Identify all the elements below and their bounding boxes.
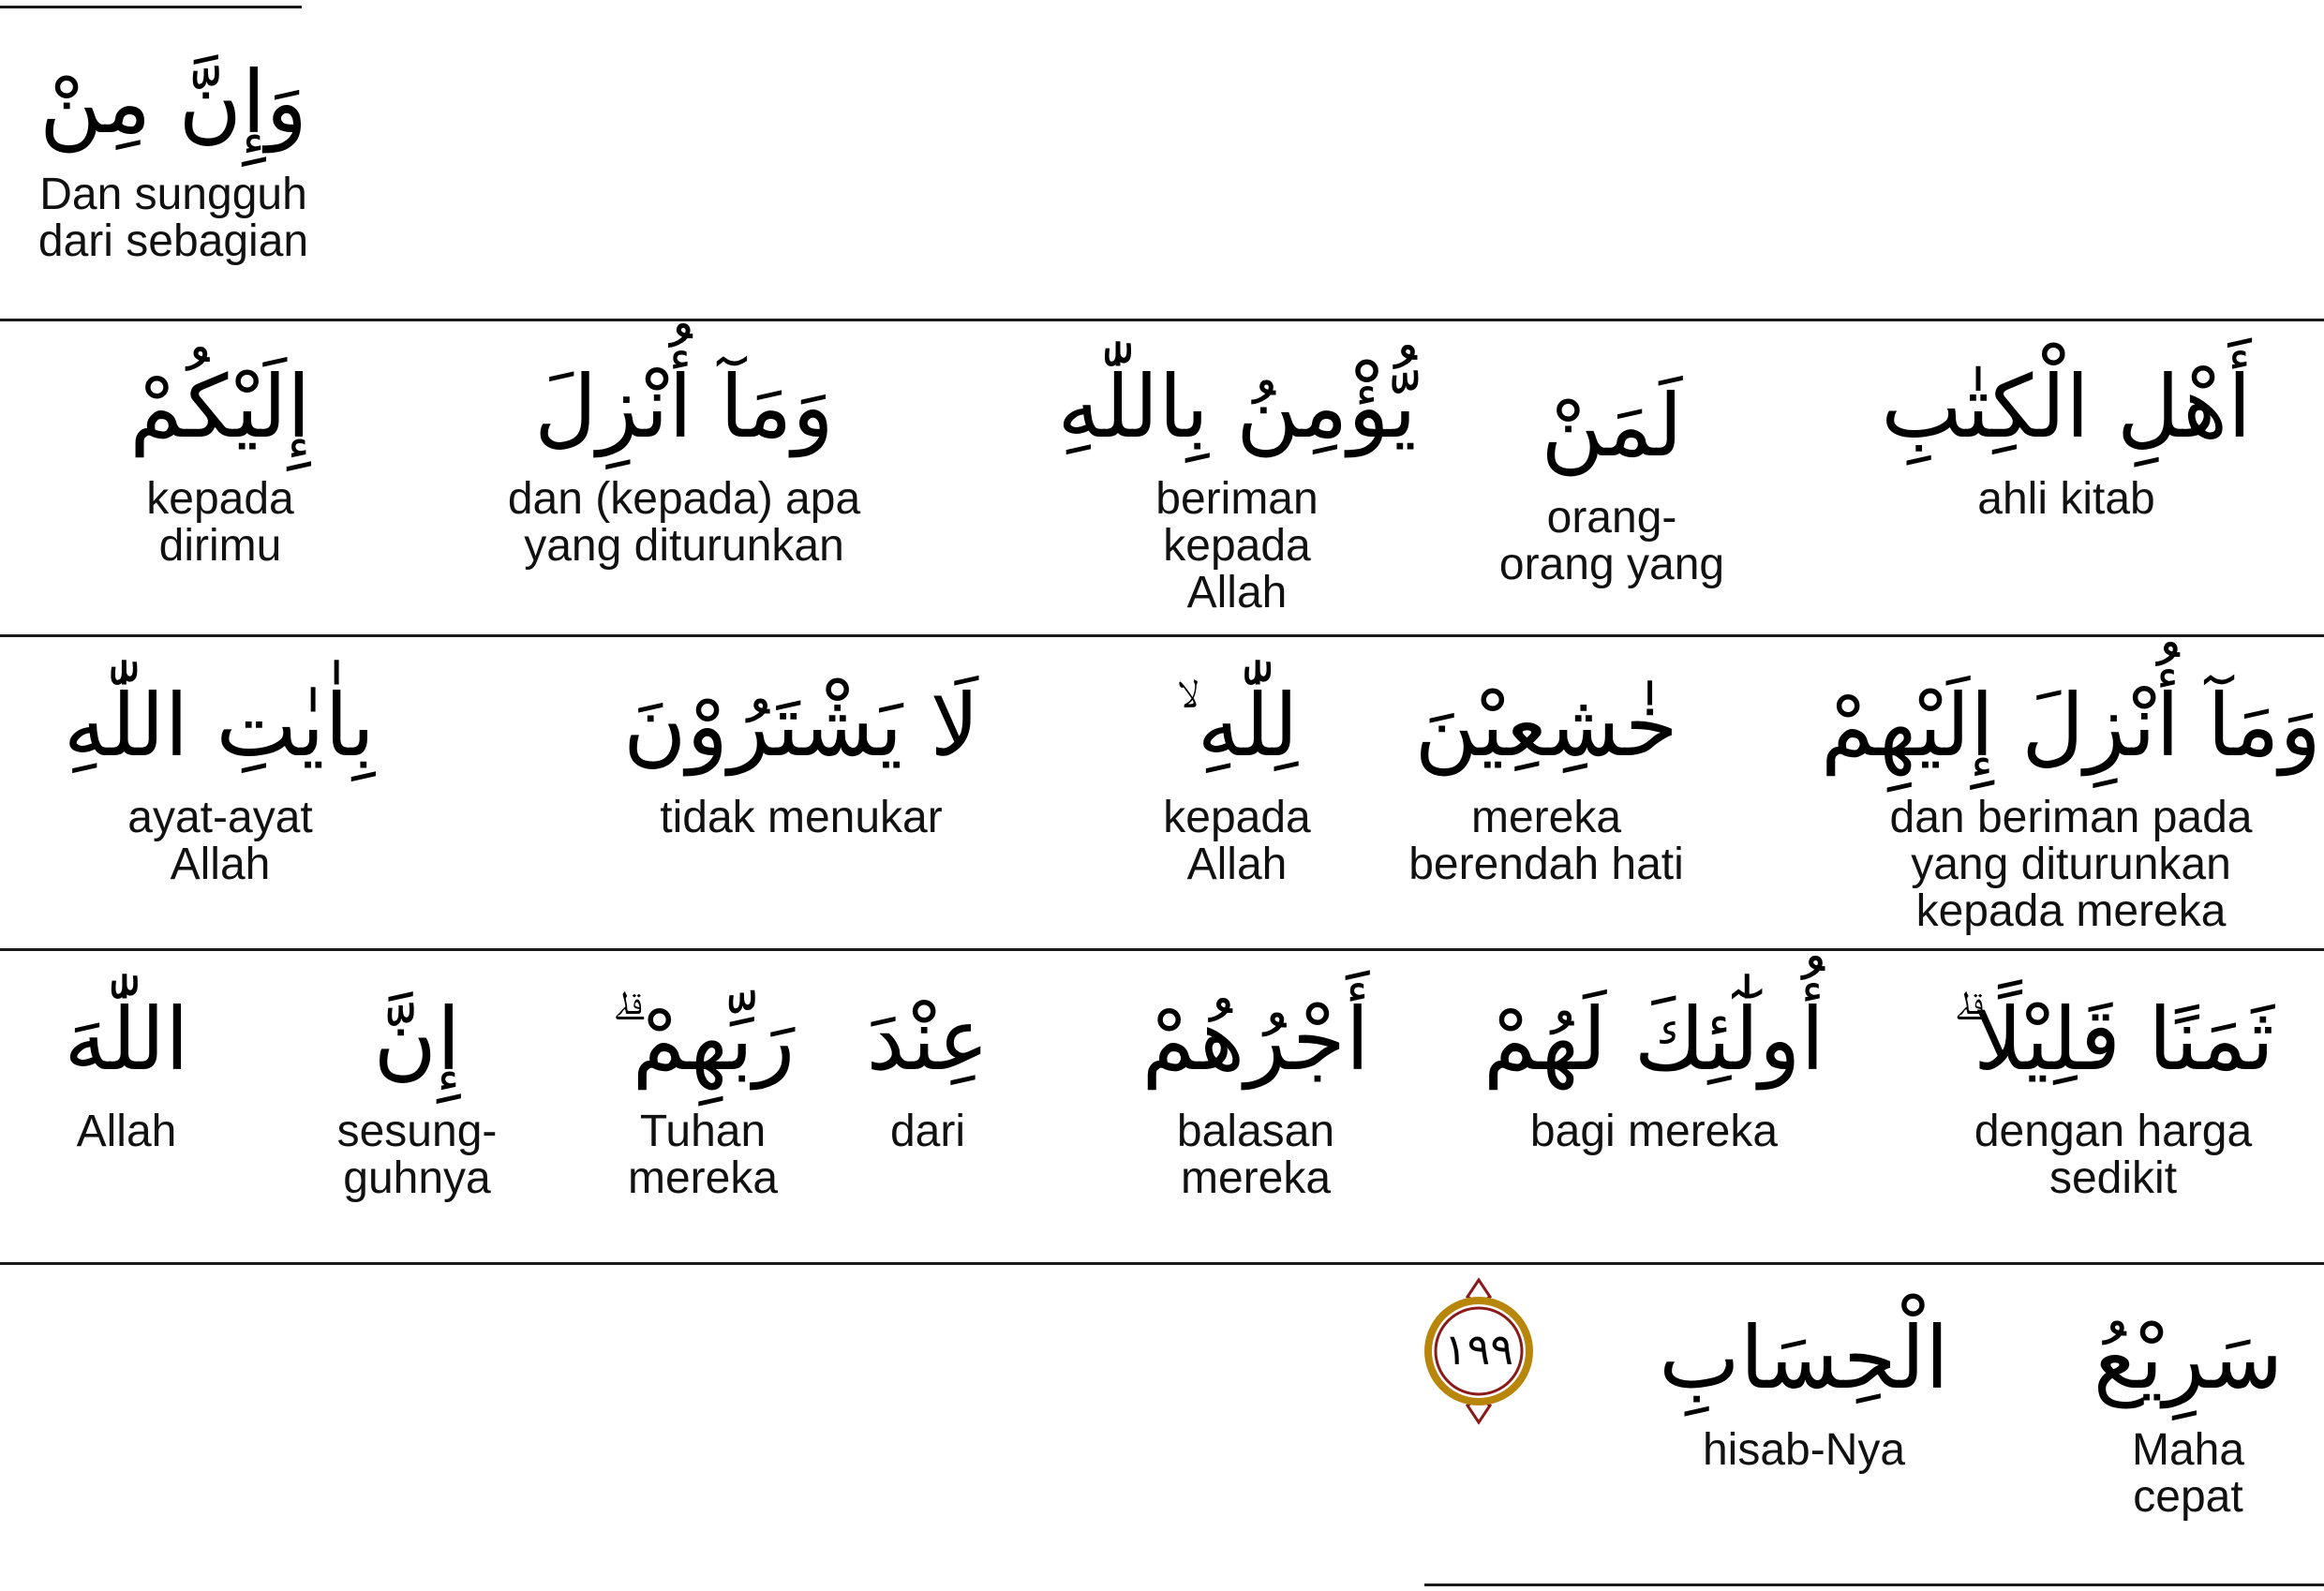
ayah-number-marker bbox=[1413, 1276, 1544, 1426]
translation: tidak menukar bbox=[660, 793, 943, 842]
translation: bagi mereka bbox=[1529, 1107, 1779, 1156]
translation: ayat-ayat Allah bbox=[127, 793, 313, 889]
arabic-word: ثَمَنًا قَلِيْلًا ۗ bbox=[1952, 989, 2274, 1090]
word-block bbox=[834, 979, 1021, 1155]
word-block bbox=[1134, 979, 1378, 1202]
word-block bbox=[1902, 979, 2324, 1202]
translation: mereka berendah hati bbox=[1408, 793, 1684, 889]
word-block bbox=[63, 665, 375, 889]
arabic-word: لِلّٰهِ ۙ bbox=[1175, 676, 1299, 776]
row-divider-1 bbox=[0, 319, 2324, 321]
arabic-word: عِنْدَ bbox=[866, 989, 990, 1090]
arabic-word: الْحِسَابِ bbox=[1659, 1308, 1949, 1408]
arabic-word: بِاٰيٰتِ اللّٰهِ bbox=[63, 676, 375, 776]
arabic-word: وَإِنَّ مِنْ bbox=[38, 52, 308, 153]
arabic-word: أُولٰٓئِكَ لَهُمْ bbox=[1482, 989, 1825, 1090]
arabic-word: لَمَنْ bbox=[1541, 376, 1683, 476]
word-block bbox=[1818, 665, 2324, 935]
translation: orang- orang yang bbox=[1498, 493, 1725, 589]
word-block bbox=[1443, 365, 1780, 588]
word-block bbox=[1462, 979, 1846, 1155]
arabic-word: اللّٰهَ bbox=[64, 989, 189, 1090]
top-short-rule bbox=[0, 6, 302, 8]
arabic-word: أَجْرُهُمْ bbox=[1141, 989, 1370, 1090]
arabic-word: وَمَآ أُنْزِلَ bbox=[534, 357, 834, 457]
arabic-word: وَمَآ أُنْزِلَ إِلَيْهِمْ bbox=[1821, 676, 2321, 776]
arabic-word: يُّؤْمِنُ بِاللّٰهِ bbox=[1057, 357, 1417, 457]
translation: Maha cepat bbox=[2131, 1425, 2245, 1522]
arabic-word: لَا يَشْتَرُوْنَ bbox=[623, 676, 979, 776]
translation: balasan mereka bbox=[1176, 1107, 1335, 1203]
word-block bbox=[37, 979, 216, 1155]
arabic-word: سَرِيْعُ bbox=[2093, 1308, 2284, 1408]
arabic-word: خٰشِعِيْنَ bbox=[1414, 676, 1678, 776]
translation: Allah bbox=[76, 1107, 177, 1156]
row-divider-2 bbox=[0, 634, 2324, 637]
word-block bbox=[1106, 665, 1368, 888]
row-divider-3 bbox=[0, 948, 2324, 951]
word-block bbox=[281, 979, 553, 1202]
word-block bbox=[450, 347, 918, 570]
translation: kepada Allah bbox=[1163, 793, 1311, 889]
word-block bbox=[1809, 347, 2324, 523]
translation: Dan sungguh dari sebagian bbox=[37, 170, 309, 266]
word-block bbox=[1359, 665, 1734, 888]
translation: dan beriman pada yang diturunkan kepada mereka bbox=[1889, 793, 2253, 936]
arabic-word: أَهْلِ الْكِتٰبِ bbox=[1881, 357, 2252, 457]
translation: dan (kepada) apa yang diturunkan bbox=[507, 474, 861, 571]
translation: Tuhan mereka bbox=[627, 1107, 779, 1203]
row-divider-4 bbox=[0, 1262, 2324, 1265]
translation: sesung- guhnya bbox=[336, 1107, 498, 1203]
bottom-short-rule bbox=[1424, 1584, 2324, 1586]
word-block bbox=[47, 347, 394, 570]
translation: dari bbox=[889, 1107, 966, 1156]
word-block bbox=[2062, 1298, 2315, 1521]
translation: kepada dirimu bbox=[146, 474, 294, 571]
word-block bbox=[0, 42, 347, 265]
word-block bbox=[1050, 347, 1424, 617]
word-block bbox=[590, 979, 815, 1202]
translation: hisab-Nya bbox=[1702, 1425, 1906, 1475]
translation: dengan harga sedikit bbox=[1974, 1107, 2253, 1203]
arabic-word: رَبِّهِمْ ۗ bbox=[610, 989, 796, 1090]
ayah-number: ١٩٩ bbox=[1443, 1324, 1514, 1375]
word-block bbox=[562, 665, 1040, 841]
word-block bbox=[1649, 1298, 1959, 1474]
translation: ahli kitab bbox=[1977, 474, 2155, 524]
arabic-word: إِنَّ bbox=[373, 989, 461, 1090]
translation: beriman kepada Allah bbox=[1155, 474, 1318, 617]
arabic-word: إِلَيْكُمْ bbox=[129, 357, 311, 457]
